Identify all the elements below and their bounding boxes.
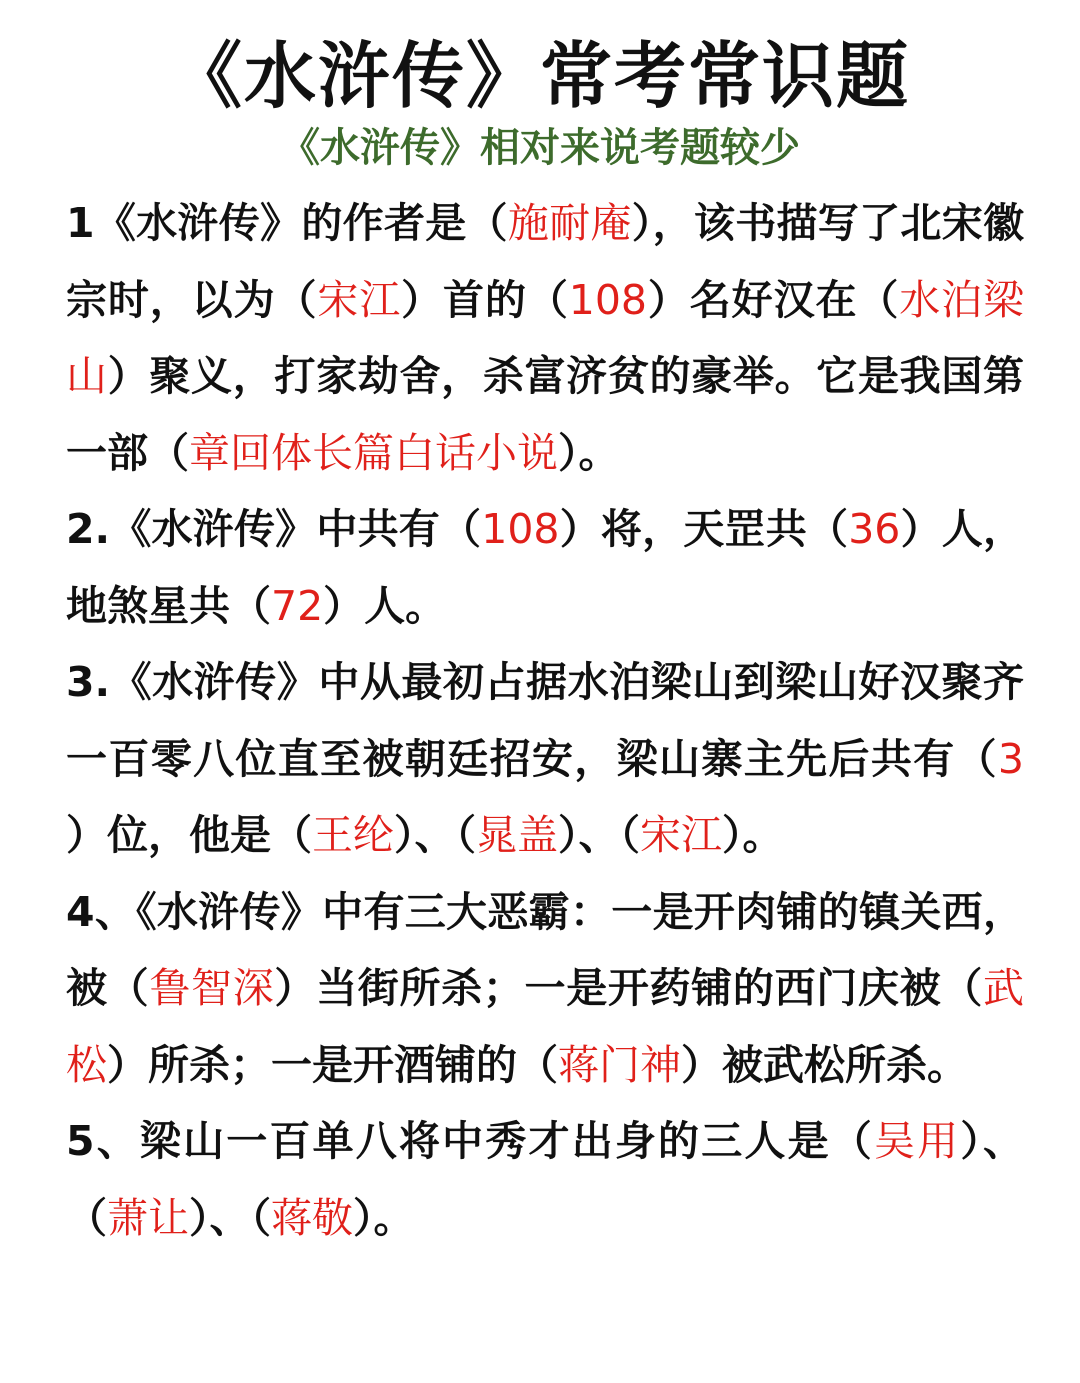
question-text: ）、（ [66, 1117, 1025, 1242]
answer-text: 蒋门神 [558, 1040, 681, 1089]
answer-text: 72 [271, 581, 324, 630]
answer-text: 武松 [66, 964, 1025, 1089]
answer-text: 宋江 [317, 275, 402, 324]
question-5 [66, 1103, 1024, 1256]
answer-text: 3 [997, 734, 1024, 783]
answer-text: 章回体长篇白话小说 [189, 428, 558, 477]
question-text: ）。 [722, 811, 784, 859]
question-text: ）、（ [558, 811, 640, 859]
answer-text: 108 [568, 275, 647, 324]
question-text: ）将，天罡共（ [559, 505, 849, 553]
question-text: ）人。 [323, 581, 447, 630]
question-list [66, 185, 1024, 1256]
question-text: 4、《水浒传》中有三大恶霸：一是开肉铺的镇关西，被（ [66, 887, 1024, 1012]
page-subtitle: 《水浒传》相对来说考题较少 [280, 125, 800, 171]
question-text: ）被武松所杀。 [681, 1040, 968, 1089]
question-text: ）、（ [189, 1193, 271, 1242]
answer-text: 水泊梁山 [66, 275, 1025, 400]
question-text: ）所杀；一是开酒铺的（ [107, 1040, 558, 1089]
question-text: ）。 [353, 1193, 415, 1242]
question-text: ），该书描写了北宋徽宗时，以为（ [66, 199, 1025, 324]
question-1 [66, 185, 1024, 491]
question-text: ）当街所杀；一是开药铺的西门庆被（ [274, 964, 984, 1012]
answer-text: 吴用 [873, 1117, 961, 1165]
question-text: 5、梁山一百单八将中秀才出身的三人是（ [66, 1117, 874, 1165]
question-text: 3.《水浒传》中从最初占据水泊梁山到梁山好汉聚齐一百零八位直至被朝廷招安，梁山寨主先后共有（ [66, 658, 1024, 783]
answer-text: 王纶 [312, 811, 394, 859]
answer-text: 鲁智深 [149, 964, 275, 1012]
answer-text: 施耐庵 [507, 199, 632, 247]
question-text: 2.《水浒传》中共有（ [66, 505, 482, 553]
page-title: 《水浒传》常考常识题 [169, 34, 910, 118]
question-4 [66, 874, 1024, 1104]
question-text: ）首的（ [401, 275, 569, 324]
question-2 [66, 491, 1024, 644]
question-text: ）。 [558, 428, 620, 477]
answer-text: 108 [481, 505, 560, 553]
answer-text: 萧让 [107, 1193, 189, 1242]
question-text: ）位，他是（ [66, 811, 312, 859]
answer-text: 晁盖 [476, 811, 558, 859]
question-text: ）人，地煞星共（ [66, 505, 1025, 630]
question-text: ）名好汉在（ [647, 275, 900, 324]
question-text: ）、（ [394, 811, 476, 859]
answer-text: 蒋敬 [271, 1193, 353, 1242]
question-3 [66, 644, 1024, 874]
question-text: 1《水浒传》的作者是（ [66, 199, 508, 247]
answer-text: 36 [848, 505, 901, 553]
question-text: ）聚义，打家劫舍，杀富济贫的豪举。它是我国第一部（ [66, 352, 1025, 477]
answer-text: 宋江 [640, 811, 722, 859]
